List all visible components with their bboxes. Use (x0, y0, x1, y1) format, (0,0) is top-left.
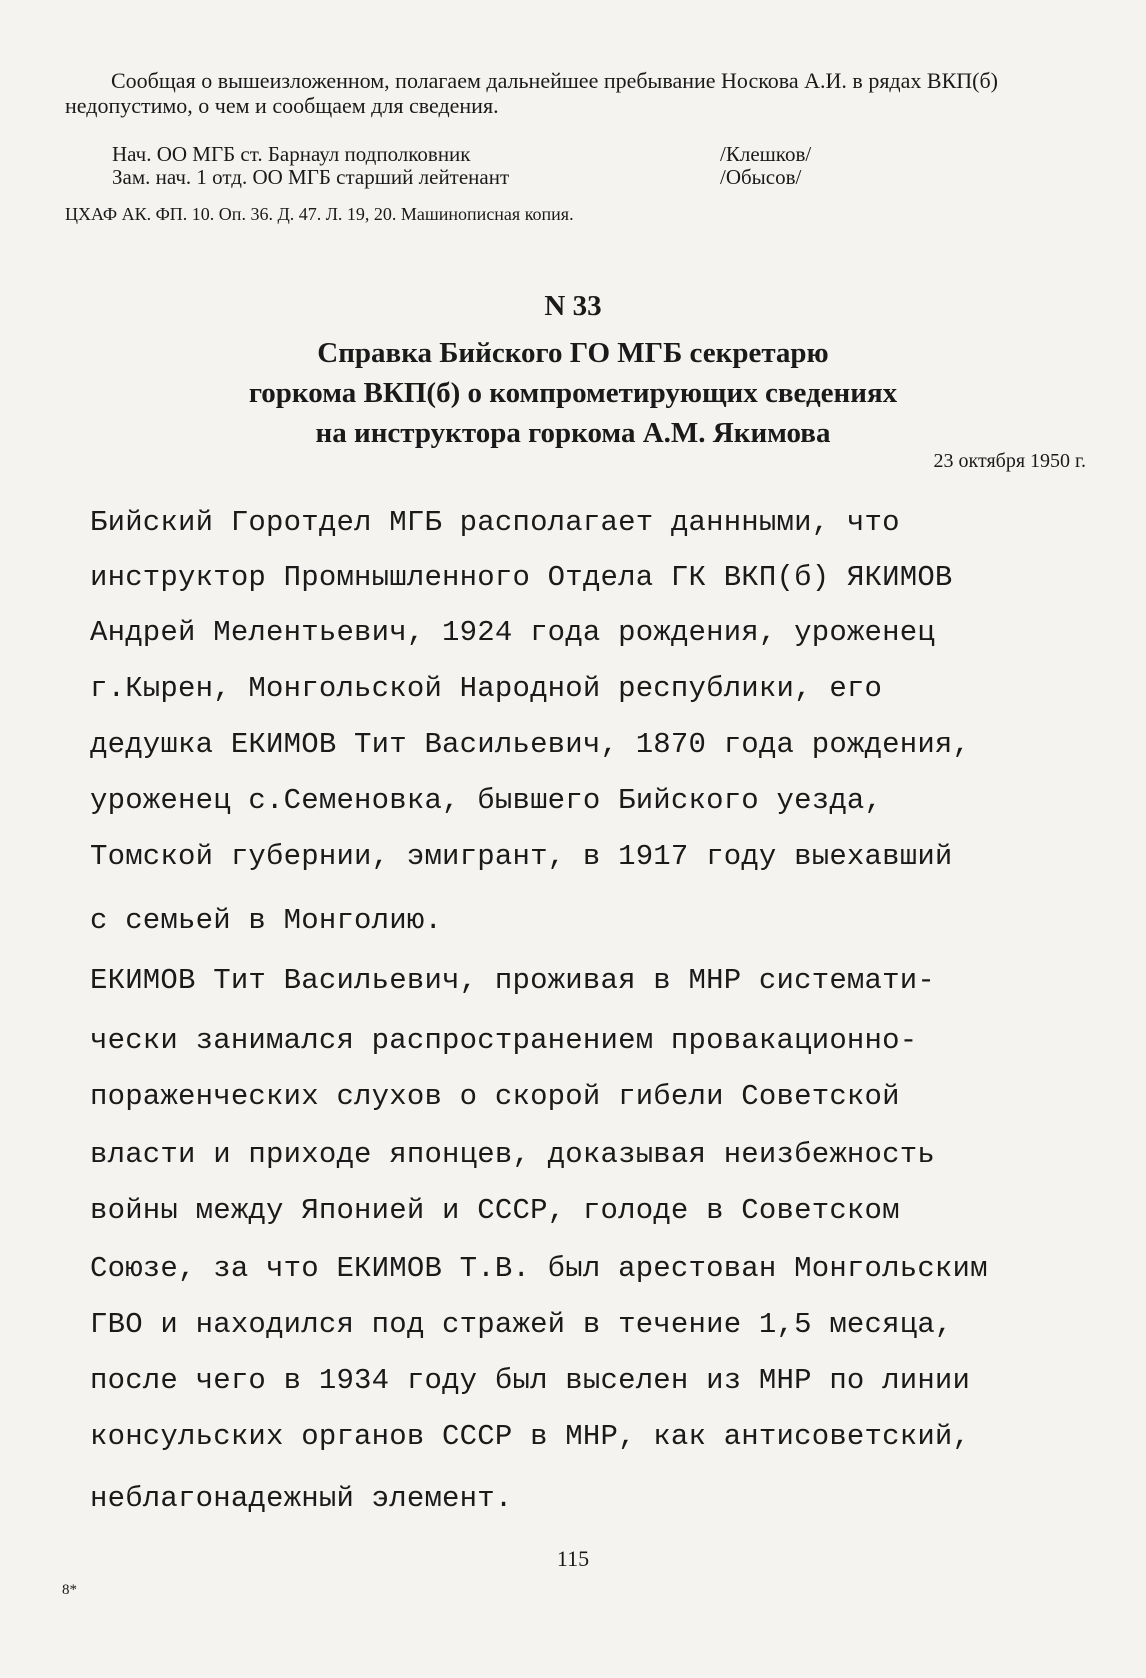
typed-line: после чего в 1934 году был выселен из МНР по линии (90, 1364, 971, 1397)
typed-line: с семьей в Монголию. (90, 904, 443, 937)
typed-line: войны между Японией и СССР, голоде в Советском (90, 1194, 900, 1227)
typed-line: ЕКИМОВ Тит Васильевич, проживая в МНР системати- (90, 964, 935, 997)
typed-line: Томской губернии, эмигрант, в 1917 году выехавший (90, 840, 953, 873)
typed-line: чески занимался распространением провакационно- (90, 1024, 918, 1057)
typed-line: неблагонадежный элемент. (90, 1482, 513, 1515)
signature-name: /Клешков/ (720, 142, 812, 166)
signature-position: Нач. ОО МГБ ст. Барнаул подполковник (112, 142, 471, 166)
sheet-signature-mark: 8* (62, 1582, 77, 1598)
document-number: N 33 (544, 290, 602, 322)
typed-line: Андрей Мелентьевич, 1924 года рождения, уроженец (90, 616, 935, 649)
signature-position: Зам. нач. 1 отд. ОО МГБ старший лейтенант (112, 165, 510, 189)
typed-line: инструктор Промнышленного Отдела ГК ВКП(б) ЯКИМОВ (90, 561, 953, 594)
intro-paragraph: Сообщая о вышеизложенном, полагаем дальнейшее пребывание Носкова А.И. в рядах ВКП(б) недопустимо, о чем и сообщаем для сведения. (65, 68, 998, 118)
typed-line: Бийский Горотдел МГБ располагает даннными, что (90, 506, 900, 539)
typed-line: консульских органов СССР в МНР, как антисоветский, (90, 1420, 971, 1453)
archive-source-note: ЦХАФ АК. ФП. 10. Оп. 36. Д. 47. Л. 19, 20. Машинописная копия. (65, 204, 574, 224)
typed-line: уроженец с.Семеновка, бывшего Бийского уезда, (90, 784, 883, 817)
typed-line: ГВО и находился под стражей в течение 1,5 месяца, (90, 1308, 953, 1341)
page-number: 115 (556, 1546, 590, 1571)
typed-line: пораженческих слухов о скорой гибели Советской (90, 1080, 900, 1113)
typed-line: г.Кырен, Монгольской Народной республики, его (90, 672, 883, 705)
typed-line: дедушка ЕКИМОВ Тит Васильевич, 1870 года рождения, (90, 728, 971, 761)
typed-line: власти и приходе японцев, доказывая неизбежность (90, 1138, 935, 1171)
document-title-line-2: горкома ВКП(б) о компрометирующих сведениях (248, 377, 898, 409)
document-date: 23 октября 1950 г. (933, 450, 1086, 472)
document-title-line-3: на инструктора горкома А.М. Якимова (315, 417, 831, 449)
typed-line: Союзе, за что ЕКИМОВ Т.В. был арестован Монгольским (90, 1252, 988, 1285)
document-title-line-1: Справка Бийского ГО МГБ секретарю (317, 337, 829, 369)
signature-name: /Обысов/ (720, 165, 802, 189)
